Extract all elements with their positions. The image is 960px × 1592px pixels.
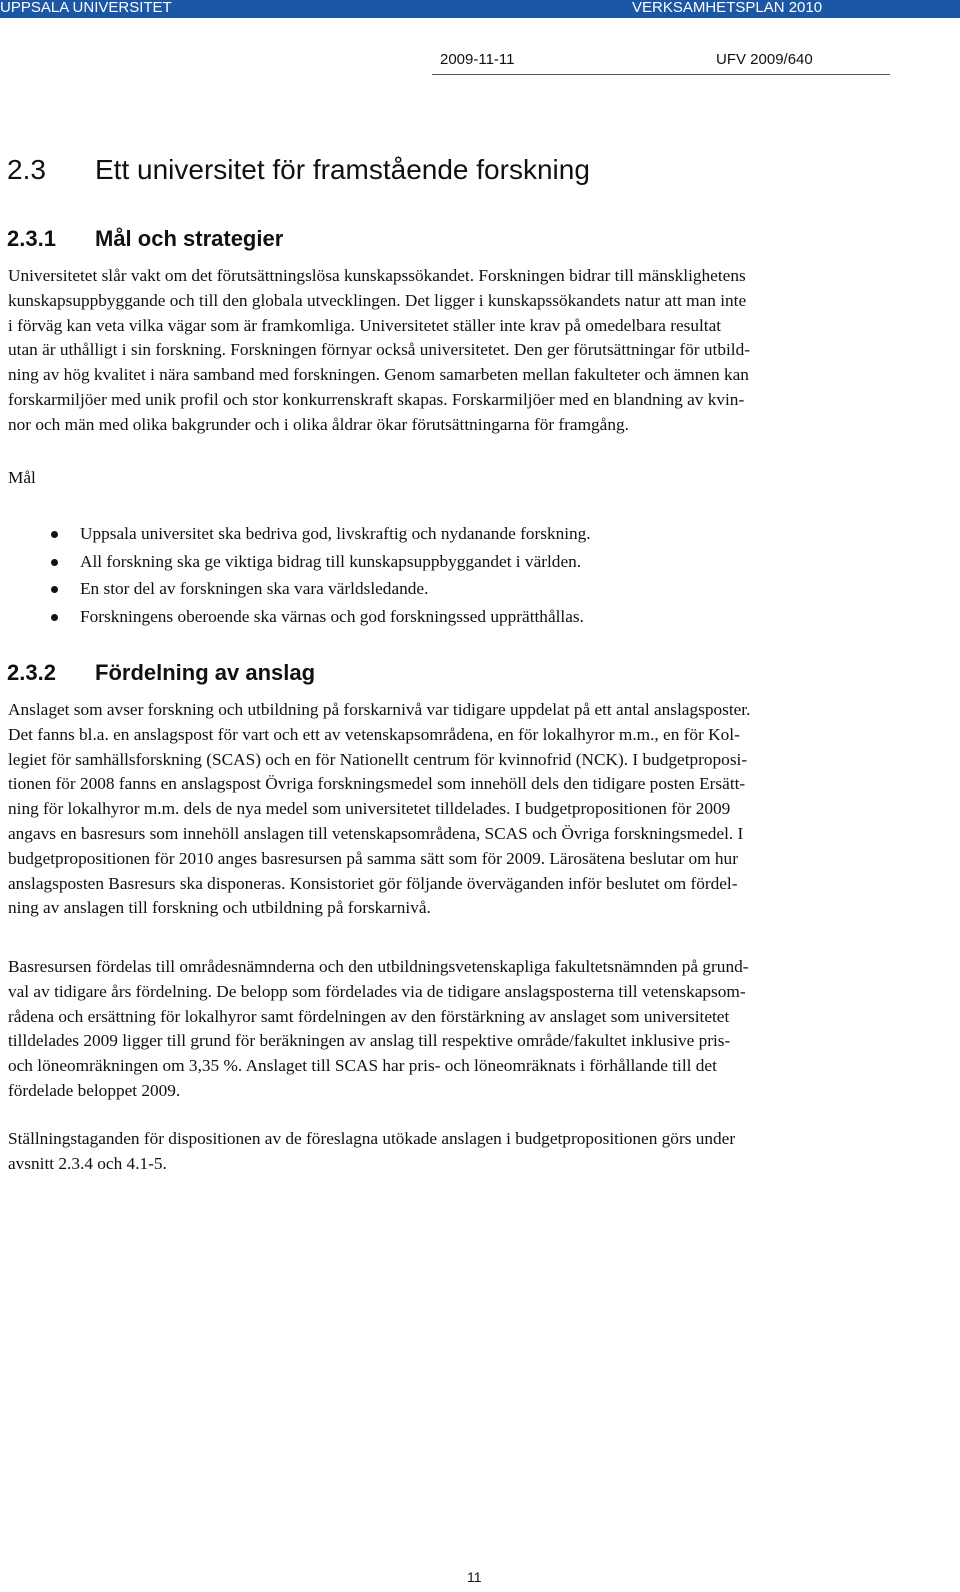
paragraph-line: ning för lokalhyror m.m. dels de nya medel som universitetet tilldelades. I budgetpropositionen för 2009 — [8, 799, 731, 819]
bullet-icon — [51, 614, 58, 621]
paragraph-line: Det fanns bl.a. en anslagspost för vart och ett av vetenskapsområdena, en för lokalhyror m.m., en för Kol- — [8, 724, 740, 744]
header-bar — [0, 0, 960, 18]
paragraph-line: angavs en basresurs som innehöll anslagen till vetenskapsområdena, SCAS och Övriga forskningsmedel. I — [8, 823, 744, 843]
paragraph-line: ning av hög kvalitet i nära samband med forskningen. Genom samarbeten mellan fakulteter och ämnen kan — [8, 365, 749, 385]
subsection-heading-goals — [7, 226, 283, 252]
list-item-text: En stor del av forskningen ska vara världsledande. — [80, 579, 429, 599]
list-item-text: All forskning ska ge viktiga bidrag till kunskapsuppbyggandet i världen. — [80, 551, 582, 571]
header-plan: VERKSAMHETSPLAN 2010 — [632, 0, 823, 16]
paragraph-line: Anslaget som avser forskning och utbildning på forskarnivå var tidigare uppdelat på ett antal anslagsposter. — [8, 700, 751, 719]
goals-intro-paragraph — [8, 264, 750, 438]
paragraph-line: Ställningstaganden för dispositionen av de föreslagna utökade anslagen i budgetpropositionen görs under — [8, 1129, 736, 1148]
subsection-number: 2.3.2 — [7, 660, 56, 685]
subsection-title: Fördelning av anslag — [95, 660, 316, 685]
paragraph-line: rådena och ersättning för lokalhyror samt fördelningen av den förstärkning av anslaget som universitetet — [8, 1006, 730, 1026]
paragraph-line: tionen för 2008 fanns en anslagspost Övriga forskningsmedel som innehöll dels den tidigare posten Ersätt- — [8, 774, 746, 794]
paragraph-line: val av tidigare års fördelning. De belopp som fördelades via de tidigare anslagsposterna till vetenskapsom- — [8, 981, 746, 1001]
allocation-paragraph-2 — [8, 955, 749, 1104]
paragraph-line: fördelade beloppet 2009. — [8, 1080, 181, 1100]
section-title: Ett universitet för framstående forskning — [95, 154, 590, 185]
bullet-icon — [51, 586, 58, 593]
paragraph-line: i förväg kan veta vilka vägar som är framkomliga. Universitetet ställer inte krav på omedelbara resultat — [8, 315, 722, 335]
header-rule — [432, 74, 890, 75]
paragraph-line: Basresursen fördelas till områdesnämnderna och den utbildningsvetenskapliga fakultetsnämnden på grund- — [8, 957, 749, 976]
list-item-text: Uppsala universitet ska bedriva god, livskraftig och nydanande forskning. — [80, 524, 591, 543]
allocation-paragraph-1 — [8, 698, 750, 921]
paragraph-line: forskarmiljöer med unik profil och stor konkurrenskraft skapas. Forskarmiljöer med en blandning av kvin- — [8, 389, 745, 409]
bullet-icon — [51, 559, 58, 566]
paragraph-line: budgetpropositionen för 2010 anges basresursen på samma sätt som för 2009. Lärosätena beslutar om hur — [8, 848, 738, 868]
header-reference: UFV 2009/640 — [716, 51, 813, 68]
list-item-text: Forskningens oberoende ska värnas och god forskningssed upprätthållas. — [80, 606, 584, 626]
paragraph-line: och löneomräkningen om 3,35 %. Anslaget till SCAS har pris- och löneomräknats i förhållande till det — [8, 1056, 717, 1076]
subsection-number: 2.3.1 — [7, 226, 56, 251]
subsection-title: Mål och strategier — [95, 226, 284, 251]
paragraph-line: avsnitt 2.3.4 och 4.1-5. — [8, 1153, 167, 1173]
page-number: 11 — [467, 1569, 482, 1585]
paragraph-line: kunskapsuppbyggande och till den globala utvecklingen. Det ligger i kunskapssökandets natur att man inte — [8, 290, 747, 310]
bullet-icon — [51, 531, 58, 538]
paragraph-line: Universitetet slår vakt om det förutsättningslösa kunskapssökandet. Forskningen bidrar till mänsklighetens — [8, 266, 746, 285]
paragraph-line: anslagsposten Basresurs ska disponeras. Konsistoriet gör följande överväganden inför beslutet om fördel- — [8, 873, 738, 893]
subsection-heading-allocation — [7, 660, 315, 686]
allocation-paragraph-3 — [8, 1127, 735, 1177]
header-date: 2009-11-11 — [440, 51, 515, 68]
header-university: UPPSALA UNIVERSITET — [0, 0, 172, 16]
paragraph-line: utan är uthålligt i sin forskning. Forskningen förnyar också universitetet. Den ger förutsättningar för utbild- — [8, 340, 750, 360]
paragraph-line: nor och män med olika bakgrunder och i olika åldrar ökar förutsättningarna för framgång. — [8, 414, 629, 434]
section-number: 2.3 — [7, 154, 46, 185]
section-heading — [7, 154, 590, 186]
paragraph-line: legiet för samhällsforskning (SCAS) och en för Nationellt centrum för kvinnofrid (NCK). I budgetproposi- — [8, 749, 748, 769]
paragraph-line: tilldelades 2009 ligger till grund för beräkningen av anslag till respektive område/fakultet inklusive pris- — [8, 1031, 731, 1051]
goals-label: Mål — [8, 468, 36, 487]
paragraph-line: ning av anslagen till forskning och utbildning på forskarnivå. — [8, 898, 431, 918]
